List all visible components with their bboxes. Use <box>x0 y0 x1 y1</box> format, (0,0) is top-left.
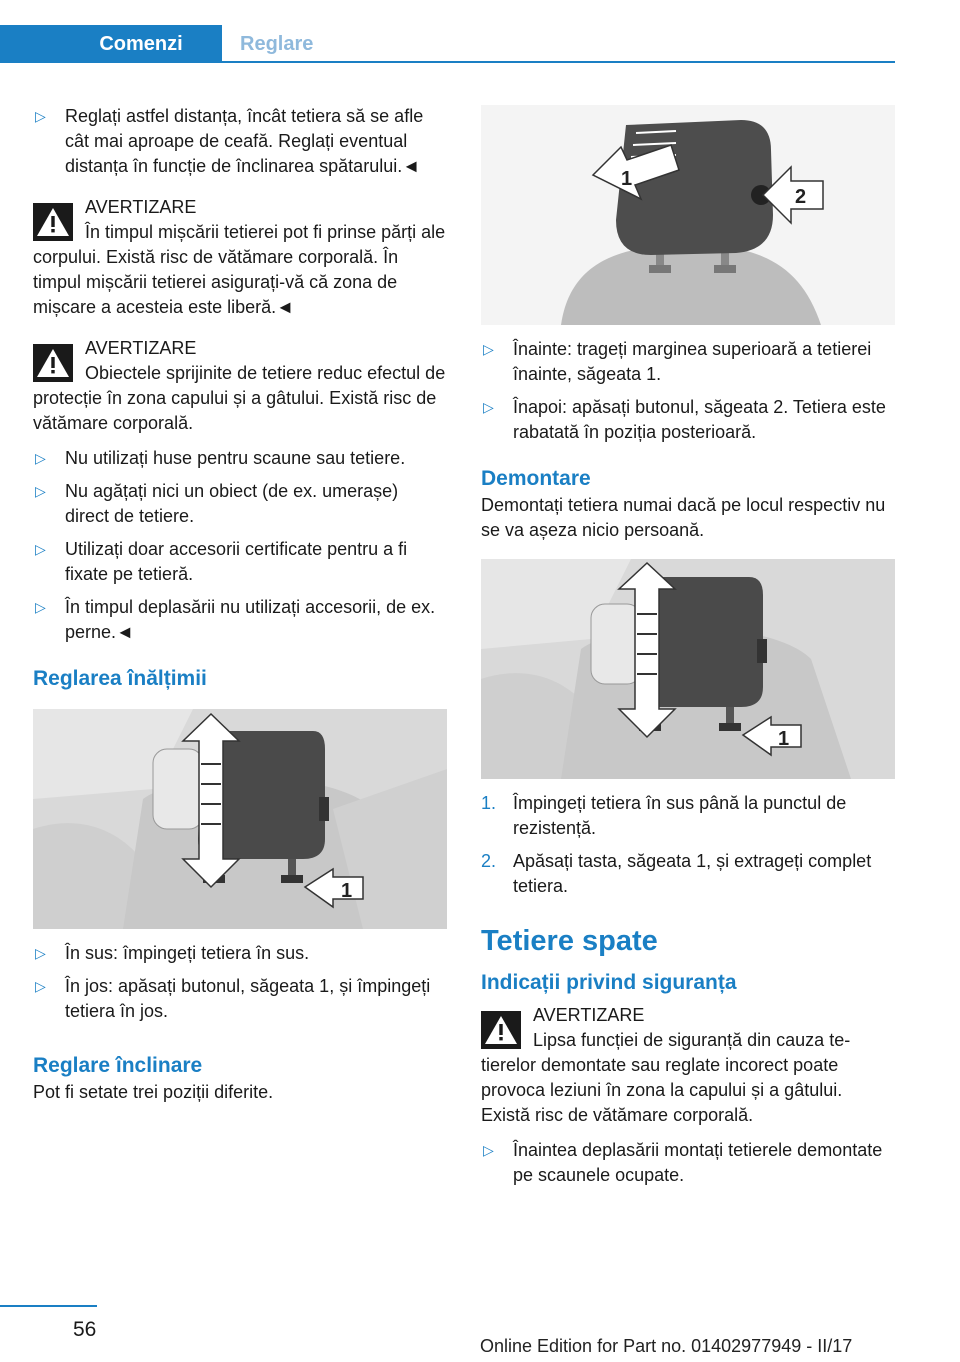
warning-icon <box>33 203 73 241</box>
triangle-bullet-icon: ▷ <box>35 541 46 557</box>
triangle-bullet-icon: ▷ <box>35 450 46 466</box>
section-heading: Reglarea înălțimii <box>33 667 207 690</box>
list-item <box>481 395 895 445</box>
warning-icon <box>481 1011 521 1049</box>
list-item <box>33 537 447 587</box>
triangle-bullet-icon: ▷ <box>483 1142 494 1158</box>
page-number-rule <box>0 1305 97 1307</box>
step-text: Apăsați tasta, săgeata 1, și extrageți complet tetiera. <box>513 851 872 896</box>
bullet-text: În timpul deplasării nu utilizați accesorii, de ex. perne.◄ <box>65 597 436 642</box>
list-item <box>33 479 447 529</box>
triangle-bullet-icon: ▷ <box>35 483 46 499</box>
warning-block <box>33 336 447 436</box>
triangle-bullet-icon: ▷ <box>483 399 494 415</box>
bullet-text: Utilizați doar accesorii certificate pentru a fi fixate pe tetieră. <box>65 539 408 584</box>
list-item <box>481 791 895 841</box>
step-text: Împingeți tetiera în sus până la punctul de rezistență. <box>513 793 847 838</box>
headrest-height-illustration <box>33 709 447 929</box>
arrow-label: 1 <box>621 168 633 190</box>
arrow-label: 1 <box>341 880 353 902</box>
triangle-bullet-icon: ▷ <box>483 341 494 357</box>
section-heading: Indicații privind siguranța <box>481 971 737 994</box>
bullet-text: Nu agățați nici un obiect (de ex. umerașe) direct de tetiere. <box>65 481 399 526</box>
triangle-bullet-icon: ▷ <box>35 978 46 994</box>
tab-reglare[interactable] <box>240 25 313 63</box>
section-heading: Reglare înclinare <box>33 1054 203 1077</box>
triangle-bullet-icon: ▷ <box>35 108 46 124</box>
list-item <box>33 104 447 179</box>
headrest-removal-illustration <box>481 559 895 779</box>
warning-title: AVERTIZARE <box>85 338 197 358</box>
bullet-text: Nu utilizați huse pentru scaune sau tetiere. <box>65 448 406 468</box>
warning-text: Obiectele sprijinite de tetiere reduc efectul de protecție în zona capului și a gâtului. Există risc de vătămare corporală. <box>33 363 446 433</box>
step-number: 1. <box>481 793 497 813</box>
triangle-bullet-icon: ▷ <box>35 945 46 961</box>
step-number: 2. <box>481 851 497 871</box>
page-number: 56 <box>73 1318 97 1341</box>
warning-text: Lipsa funcției de siguranță din cauza tetierelor demontate sau reglate incorect poate provoca leziuni în zona la capului și a gâtului. Există risc de vătămare corporală. <box>481 1030 851 1125</box>
bullet-text: În jos: apăsați butonul, săgeata 1, și împingeți tetiera în jos. <box>65 976 431 1021</box>
warning-icon <box>33 344 73 382</box>
left-column <box>33 100 447 1105</box>
bullet-text: În sus: împingeți tetiera în sus. <box>65 943 310 963</box>
tab-comenzi[interactable] <box>0 25 222 63</box>
list-item <box>481 849 895 899</box>
tab-comenzi-label: Comenzi <box>99 32 183 55</box>
figure-headrest-tilt <box>481 105 895 325</box>
arrow-label: 1 <box>778 728 790 750</box>
tab-reglare-label: Reglare <box>240 32 314 55</box>
bullet-text: Înapoi: apăsați butonul, săgeata 2. Tetiera este rabatată în poziția posterioară. <box>513 397 886 442</box>
bullet-text: Înaintea deplasării montați tetierele demontate pe scaunele ocupate. <box>513 1140 883 1185</box>
paragraph: Pot fi setate trei poziții diferite. <box>33 1082 274 1102</box>
headrest-tilt-illustration <box>481 105 895 325</box>
warning-block <box>33 195 447 320</box>
section-heading: Demontare <box>481 467 591 490</box>
paragraph: Demontați tetiera numai dacă pe locul respectiv nu se va așeza nicio persoană. <box>481 495 886 540</box>
list-item <box>33 595 447 645</box>
figure-headrest-removal <box>481 559 895 779</box>
edition-footer: Online Edition for Part no. 01402977949 - II/17 <box>480 1336 853 1356</box>
bullet-text: Înainte: trageți marginea superioară a tetierei înainte, săgeata 1. <box>513 339 872 384</box>
warning-title: AVERTIZARE <box>533 1005 645 1025</box>
bullet-text: Reglați astfel distanța, încât tetiera să se afle cât mai aproape de ceafă. Reglați eventual distanța în funcție de înclinarea spătarului.◄ <box>65 106 424 176</box>
warning-text: În timpul mișcării tetierei pot fi prinse părți ale corpului. Există risc de vătămare corporală. În timpul mișcării tetierei asigurați-vă că zona de mișcare a acesteia este liberă.◄ <box>33 222 446 317</box>
chapter-heading: Tetiere spate <box>481 925 658 957</box>
warning-title: AVERTIZARE <box>85 197 197 217</box>
list-item <box>33 941 447 966</box>
list-item <box>481 1138 895 1188</box>
figure-headrest-height <box>33 709 447 929</box>
list-item <box>33 974 447 1024</box>
arrow-label: 2 <box>795 186 807 208</box>
list-item <box>33 446 447 471</box>
right-column <box>481 105 895 1188</box>
list-item <box>481 337 895 387</box>
triangle-bullet-icon: ▷ <box>35 599 46 615</box>
warning-block <box>481 1003 895 1128</box>
